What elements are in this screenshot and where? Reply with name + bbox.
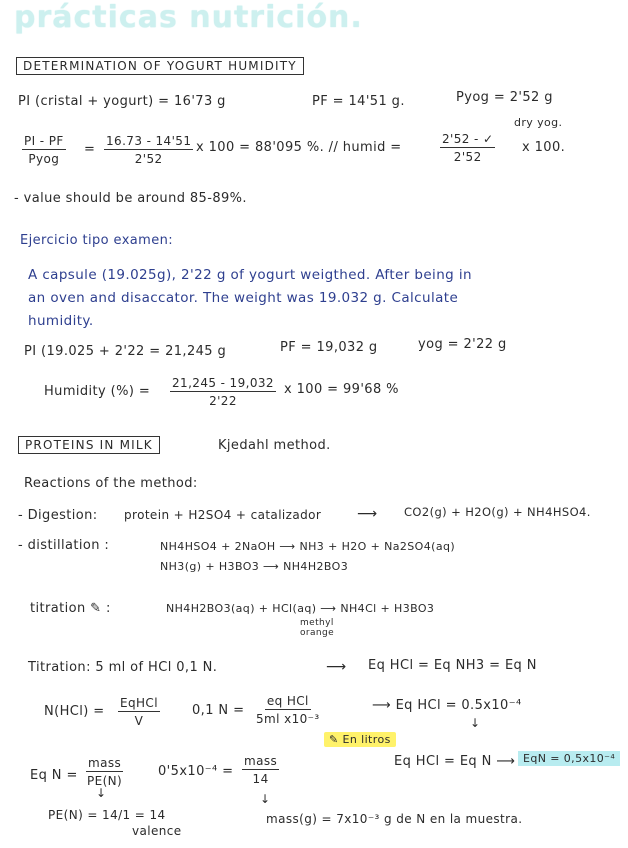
fraction-numerator: PI - PF [24,134,64,148]
humidity-result: x 100 = 88'095 %. // humid = [196,140,402,155]
en-litros-badge [324,733,396,746]
eq-chain: Eq HCl = Eq N ⟶ [394,754,516,769]
fraction-numerator: eq HCl [266,694,309,708]
fraction-denominator: 2'52 [453,150,482,164]
titration-equivalence: Eq HCl = Eq NH3 = Eq N [368,658,537,673]
exercise-yog: yog = 2'22 g [418,337,507,352]
distillation-label: - distillation : [18,538,110,553]
eq-n-result-badge [518,752,620,765]
normality-label: N(HCl) = [44,704,105,719]
arrow-down-icon: ↓ [96,786,107,800]
method-label: Kjedahl method. [218,438,331,453]
exercise-title: Ejercicio tipo examen: [20,233,174,248]
fraction-pi-pf [22,134,66,166]
section-header-proteins: PROTEINS IN MILK [18,436,160,454]
value-note: - value should be around 85-89%. [14,191,247,206]
fraction-values [104,134,193,166]
digestion-label: - Digestion: [18,508,98,523]
titration-header: Titration: 5 ml of HCl 0,1 N. [28,660,218,675]
arrow-down-icon: ↓ [470,716,481,730]
exercise-line-2: an oven and disaccator. The weight was 19.032 g. Calculate [28,290,459,306]
eq-n-result: EqN = 0,5x10⁻⁴ [518,751,620,766]
humidity-label: Humidity (%) = [44,384,151,399]
reaction-arrow: ⟶ [326,659,347,675]
titration-equation: NH4H2BO3(aq) + HCl(aq) ⟶ NH4Cl + H3BO3 [166,602,435,615]
en-litros-label: ✎ En litros [324,732,396,747]
times-100: x 100. [522,140,566,155]
fraction-denominator: 2'52 [134,152,163,166]
humidity-result: x 100 = 99'68 % [284,382,399,397]
distillation-equation-1: NH4HSO4 + 2NaOH ⟶ NH3 + H2O + Na2SO4(aq) [160,540,456,553]
exercise-line-1: A capsule (19.025g), 2'22 g of yogurt weigthed. After being in [28,267,472,283]
distillation-equation-2: NH3(g) + H3BO3 ⟶ NH4H2BO3 [160,560,349,573]
valence-note: valence [132,824,182,838]
fraction-denominator: PE(N) [86,774,123,788]
fraction-mass [242,754,279,786]
titration-label: titration ✎ : [30,601,111,616]
mass-result: mass(g) = 7x10⁻³ g de N en la muestra. [266,812,523,826]
fraction-numerator: 2'52 - ✓ [442,132,494,146]
fraction-denominator: 14 [252,772,269,786]
eq-n-value: 0'5x10⁻⁴ = [158,764,234,779]
digestion-products: CO2(g) + H2O(g) + NH4HSO4. [404,505,591,519]
section-header-yogurt-humidity: DETERMINATION OF YOGURT HUMIDITY [16,57,304,75]
pf-line: PF = 14'51 g. [312,94,405,109]
methyl-orange-note: methyl orange [300,618,335,638]
exercise-line-3: humidity. [28,313,94,329]
fraction-exercise [170,376,276,408]
exercise-pf: PF = 19,032 g [280,340,378,355]
fraction-denominator: 5ml x10⁻³ [256,712,320,726]
eq-n-label: Eq N = [30,768,78,783]
reactions-label: Reactions of the method: [24,476,198,491]
page-title: prácticas nutrición. [14,0,363,35]
eq-hcl-result: ⟶ Eq HCl = 0.5x10⁻⁴ [372,698,522,713]
equals-sign: = [84,142,96,157]
pe-line: PE(N) = 14/1 = 14 [48,808,166,822]
fraction-numerator: EqHCl [120,696,158,710]
reaction-arrow: ⟶ [357,506,378,522]
fraction-numerator: 21,245 - 19,032 [172,376,274,390]
digestion-equation: protein + H2SO4 + catalizador [124,508,322,522]
fraction-denominator: Pyog [28,152,60,166]
pyog-line: Pyog = 2'52 g [456,90,553,105]
fraction-numerator: mass [244,754,278,768]
fraction-denominator: 2'22 [209,394,237,408]
fraction-denominator: V [134,714,144,728]
fraction-numerator: mass [88,756,122,770]
normality-value: 0,1 N = [192,703,245,718]
fraction-humid [440,132,495,164]
fraction-normality [118,696,160,728]
exercise-pi: PI (19.025 + 2'22 = 21,245 g [24,344,227,359]
fraction-eq-n [86,756,123,788]
pi-line: PI (cristal + yogurt) = 16'73 g [18,94,226,109]
fraction-eq-hcl [256,694,320,726]
fraction-numerator: 16.73 - 14'51 [106,134,192,148]
arrow-down-icon: ↓ [260,792,271,806]
dry-yogurt-note: dry yog. [514,116,563,129]
